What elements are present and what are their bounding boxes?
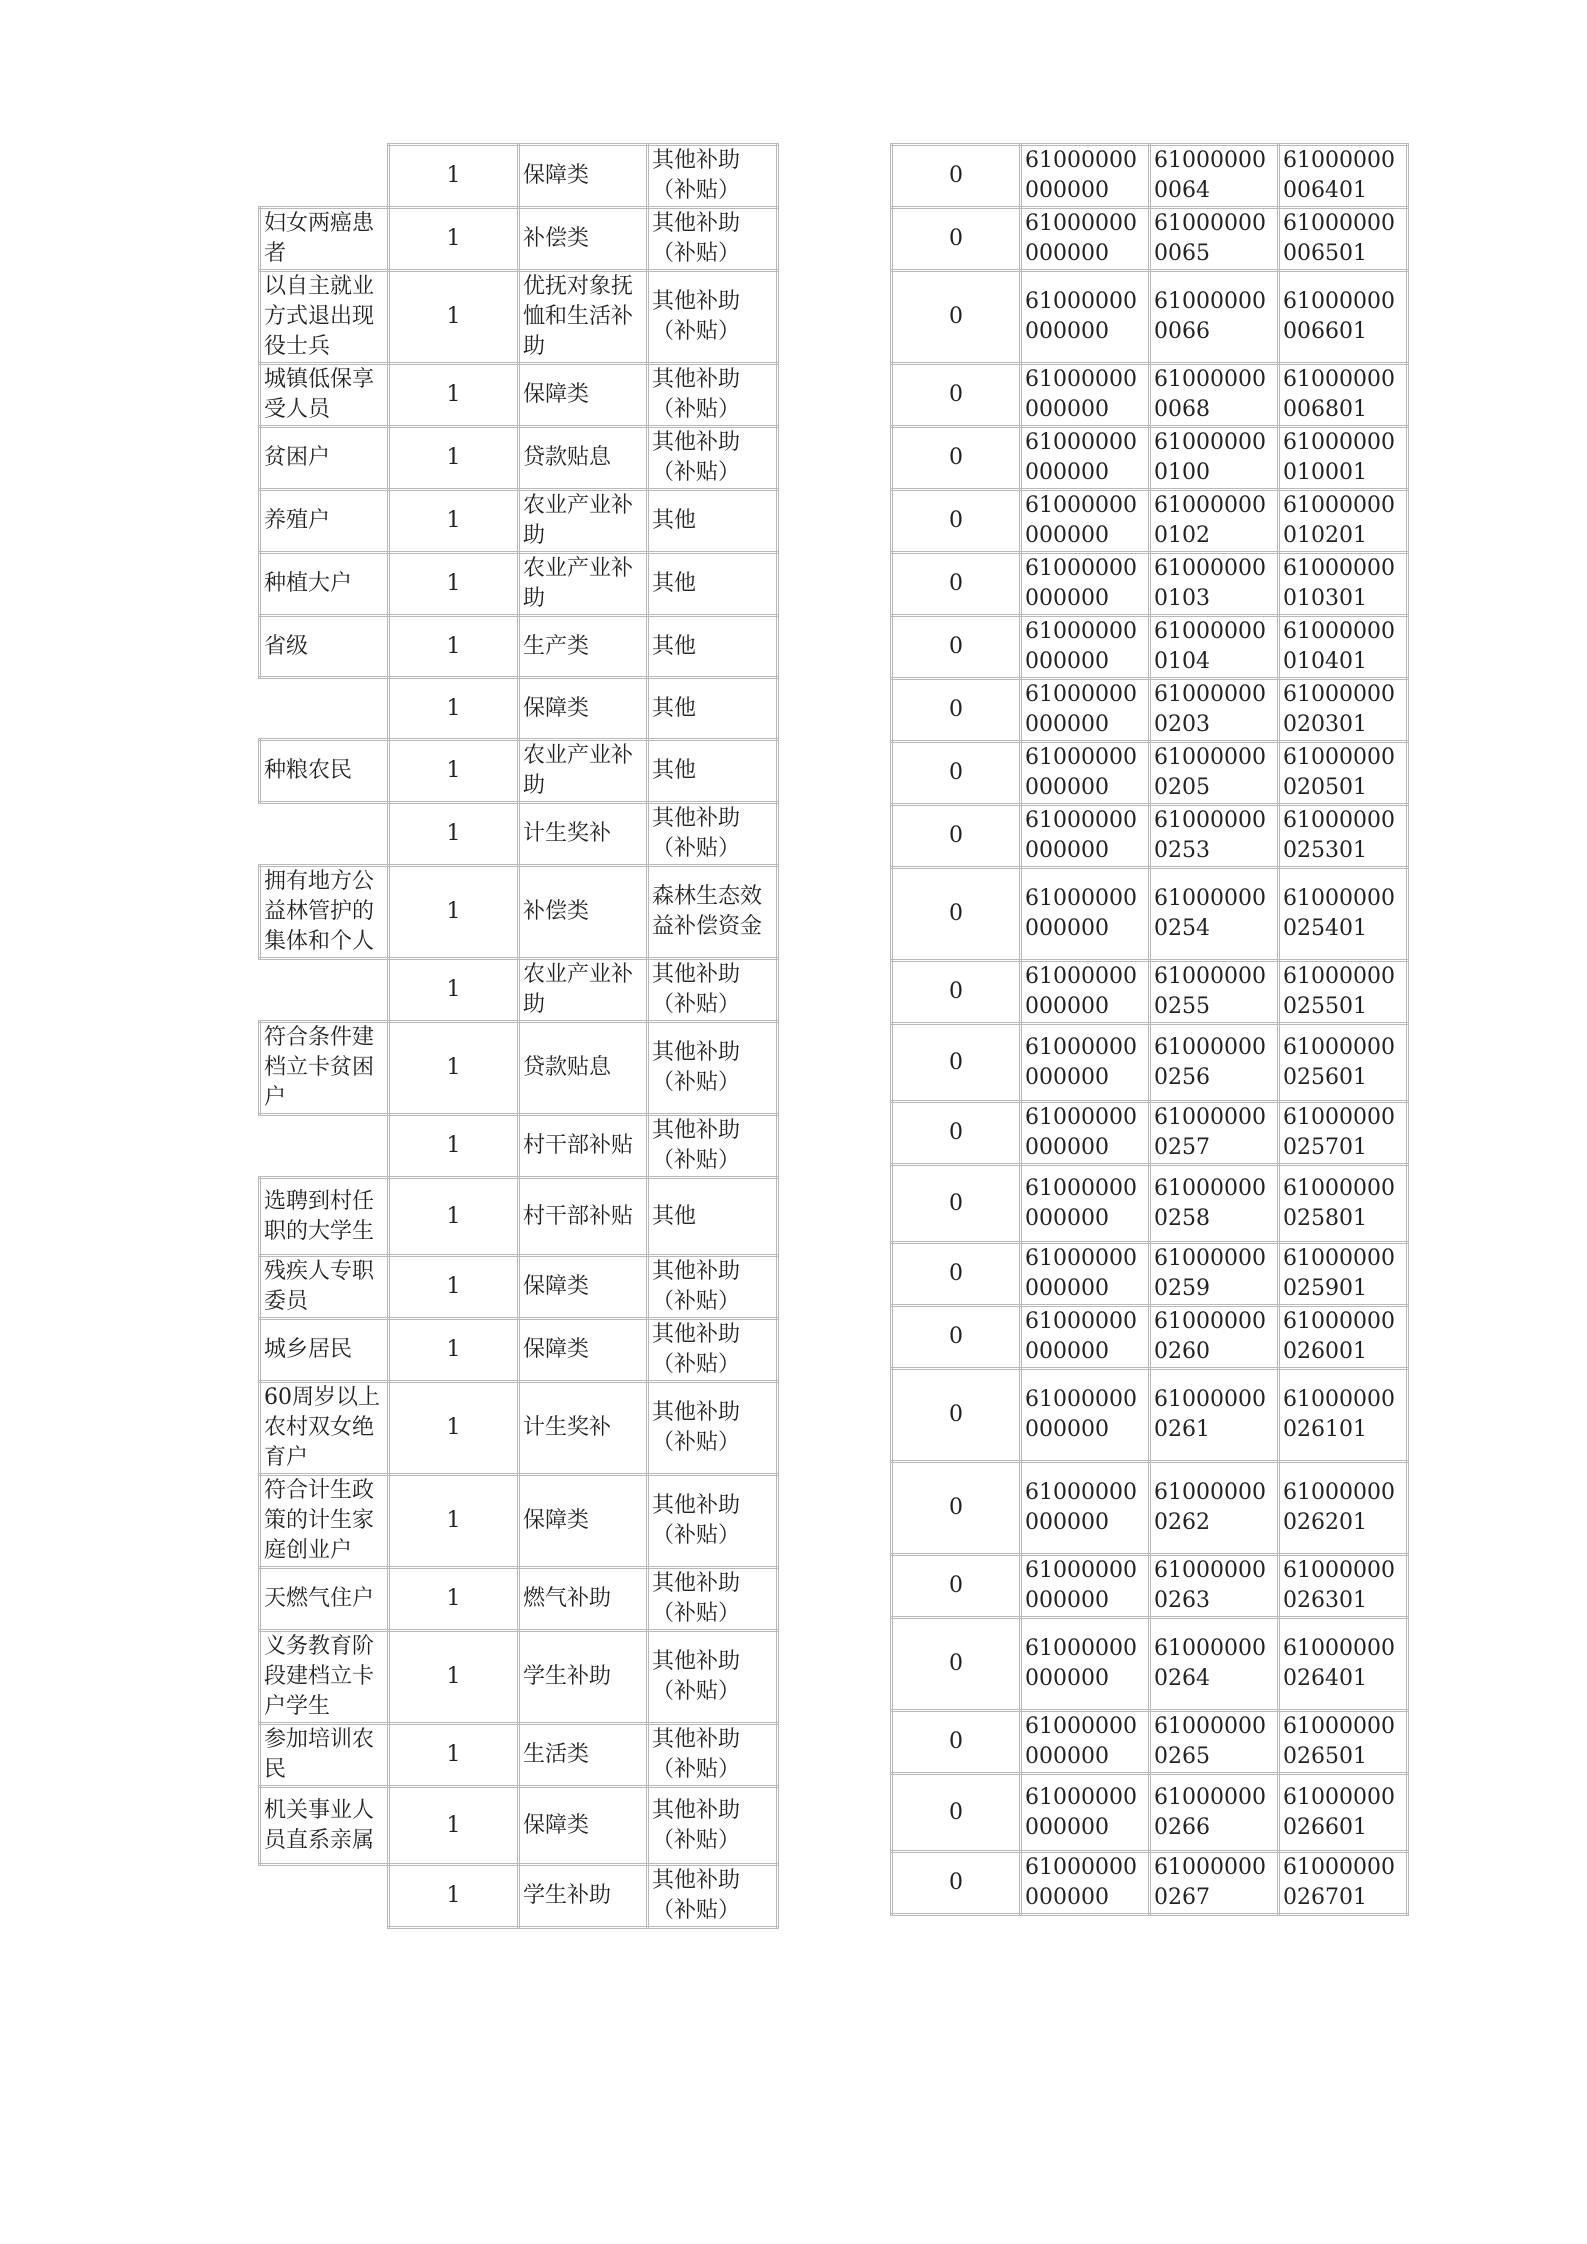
- code3-cell: 61000000006401: [1279, 145, 1408, 208]
- recipient-cell: 天燃气住户: [260, 1568, 389, 1631]
- recipient-cell: 60周岁以上农村双女绝育户: [260, 1382, 389, 1475]
- flag-cell: 0: [892, 1306, 1021, 1369]
- right-table-row: [892, 1618, 1408, 1711]
- subsidy-type-cell: 森林生态效益补偿资金: [648, 866, 778, 959]
- subsidy-type-cell: 其他: [648, 740, 778, 803]
- right-table-row: [892, 616, 1408, 679]
- left-table-row: [260, 1631, 778, 1724]
- count-cell: 1: [389, 866, 519, 959]
- recipient-cell: 符合条件建档立卡贫困户: [260, 1022, 389, 1115]
- subsidy-type-cell: 其他补助（补贴）: [648, 1568, 778, 1631]
- right-table-row: [892, 1165, 1408, 1243]
- code3-cell: 61000000025801: [1279, 1165, 1408, 1243]
- code2-cell: 610000000102: [1150, 490, 1279, 553]
- code3-cell: 61000000026001: [1279, 1306, 1408, 1369]
- subsidy-right-table: [890, 143, 1409, 1916]
- left-table-row: [260, 1115, 778, 1178]
- code2-cell: 610000000100: [1150, 427, 1279, 490]
- subsidy-type-cell: 其他补助（补贴）: [648, 1022, 778, 1115]
- count-cell: 1: [389, 145, 519, 208]
- recipient-cell: [260, 803, 389, 866]
- code1-cell: 61000000000000: [1021, 490, 1150, 553]
- code1-cell: 61000000000000: [1021, 1306, 1150, 1369]
- code1-cell: 61000000000000: [1021, 364, 1150, 427]
- code1-cell: 61000000000000: [1021, 1711, 1150, 1774]
- category-cell: 保障类: [519, 1319, 648, 1382]
- code1-cell: 61000000000000: [1021, 427, 1150, 490]
- right-table-row: [892, 1774, 1408, 1852]
- left-table-row: [260, 803, 778, 866]
- count-cell: 1: [389, 740, 519, 803]
- code1-cell: 61000000000000: [1021, 679, 1150, 742]
- flag-cell: 0: [892, 961, 1021, 1024]
- left-table-row: [260, 1178, 778, 1256]
- flag-cell: 0: [892, 805, 1021, 868]
- code3-cell: 61000000025301: [1279, 805, 1408, 868]
- code1-cell: 61000000000000: [1021, 271, 1150, 364]
- right-table-row: [892, 427, 1408, 490]
- right-table-row: [892, 1306, 1408, 1369]
- code1-cell: 61000000000000: [1021, 616, 1150, 679]
- left-table-row: [260, 490, 778, 553]
- count-cell: 1: [389, 616, 519, 678]
- left-table-row: [260, 364, 778, 427]
- category-cell: 生活类: [519, 1724, 648, 1787]
- right-table-row: [892, 1852, 1408, 1915]
- code2-cell: 610000000265: [1150, 1711, 1279, 1774]
- left-table-row: [260, 866, 778, 959]
- count-cell: 1: [389, 1022, 519, 1115]
- code1-cell: 61000000000000: [1021, 742, 1150, 805]
- left-table-row: [260, 1319, 778, 1382]
- subsidy-type-cell: 其他补助（补贴）: [648, 1724, 778, 1787]
- code3-cell: 61000000010201: [1279, 490, 1408, 553]
- code2-cell: 610000000104: [1150, 616, 1279, 679]
- code2-cell: 610000000256: [1150, 1024, 1279, 1102]
- flag-cell: 0: [892, 679, 1021, 742]
- code1-cell: 61000000000000: [1021, 1618, 1150, 1711]
- category-cell: 学生补助: [519, 1631, 648, 1724]
- code1-cell: 61000000000000: [1021, 1243, 1150, 1306]
- recipient-cell: 养殖户: [260, 490, 389, 553]
- code3-cell: 61000000025901: [1279, 1243, 1408, 1306]
- category-cell: 保障类: [519, 1256, 648, 1319]
- recipient-cell: [260, 1115, 389, 1178]
- category-cell: 农业产业补助: [519, 553, 648, 616]
- flag-cell: 0: [892, 490, 1021, 553]
- flag-cell: 0: [892, 1462, 1021, 1555]
- count-cell: 1: [389, 490, 519, 553]
- recipient-cell: 义务教育阶段建档立卡户学生: [260, 1631, 389, 1724]
- right-table-row: [892, 364, 1408, 427]
- category-cell: 燃气补助: [519, 1568, 648, 1631]
- code1-cell: 61000000000000: [1021, 553, 1150, 616]
- count-cell: 1: [389, 1865, 519, 1928]
- code3-cell: 61000000026601: [1279, 1774, 1408, 1852]
- subsidy-type-cell: 其他补助（补贴）: [648, 208, 778, 271]
- code1-cell: 61000000000000: [1021, 1462, 1150, 1555]
- subsidy-type-cell: 其他补助（补贴）: [648, 1631, 778, 1724]
- right-table-row: [892, 271, 1408, 364]
- code1-cell: 61000000000000: [1021, 208, 1150, 271]
- count-cell: 1: [389, 1319, 519, 1382]
- code3-cell: 61000000010401: [1279, 616, 1408, 679]
- flag-cell: 0: [892, 1852, 1021, 1915]
- flag-cell: 0: [892, 145, 1021, 208]
- code3-cell: 61000000025601: [1279, 1024, 1408, 1102]
- code3-cell: 61000000026101: [1279, 1369, 1408, 1462]
- subsidy-type-cell: 其他补助（补贴）: [648, 1115, 778, 1178]
- flag-cell: 0: [892, 1774, 1021, 1852]
- left-table-row: [260, 553, 778, 616]
- recipient-cell: 参加培训农民: [260, 1724, 389, 1787]
- code2-cell: 610000000253: [1150, 805, 1279, 868]
- left-table-row: [260, 1724, 778, 1787]
- category-cell: 保障类: [519, 678, 648, 740]
- code1-cell: 61000000000000: [1021, 145, 1150, 208]
- right-table-row: [892, 1555, 1408, 1618]
- code1-cell: 61000000000000: [1021, 1555, 1150, 1618]
- count-cell: 1: [389, 1382, 519, 1475]
- flag-cell: 0: [892, 1243, 1021, 1306]
- right-table-row: [892, 1243, 1408, 1306]
- subsidy-type-cell: 其他补助（补贴）: [648, 1319, 778, 1382]
- count-cell: 1: [389, 803, 519, 866]
- left-table-row: [260, 616, 778, 678]
- recipient-cell: 选聘到村任职的大学生: [260, 1178, 389, 1256]
- code1-cell: 61000000000000: [1021, 1102, 1150, 1165]
- code3-cell: 61000000026501: [1279, 1711, 1408, 1774]
- subsidy-type-cell: 其他: [648, 678, 778, 740]
- right-table-row: [892, 208, 1408, 271]
- left-table-row: [260, 427, 778, 490]
- code3-cell: 61000000026201: [1279, 1462, 1408, 1555]
- left-table-row: [260, 1787, 778, 1865]
- right-table-row: [892, 1024, 1408, 1102]
- category-cell: 计生奖补: [519, 1382, 648, 1475]
- code2-cell: 610000000263: [1150, 1555, 1279, 1618]
- category-cell: 生产类: [519, 616, 648, 678]
- category-cell: 贷款贴息: [519, 1022, 648, 1115]
- right-table-row: [892, 1369, 1408, 1462]
- recipient-cell: [260, 678, 389, 740]
- category-cell: 村干部补贴: [519, 1178, 648, 1256]
- code2-cell: 610000000266: [1150, 1774, 1279, 1852]
- code3-cell: 61000000020301: [1279, 679, 1408, 742]
- right-table-row: [892, 1102, 1408, 1165]
- left-table-row: [260, 678, 778, 740]
- flag-cell: 0: [892, 1369, 1021, 1462]
- subsidy-type-cell: 其他补助（补贴）: [648, 1475, 778, 1568]
- right-table-row: [892, 1462, 1408, 1555]
- count-cell: 1: [389, 1631, 519, 1724]
- right-table-row: [892, 145, 1408, 208]
- subsidy-type-cell: 其他补助（补贴）: [648, 145, 778, 208]
- count-cell: 1: [389, 208, 519, 271]
- code1-cell: 61000000000000: [1021, 1024, 1150, 1102]
- code2-cell: 610000000068: [1150, 364, 1279, 427]
- category-cell: 补偿类: [519, 208, 648, 271]
- code2-cell: 610000000257: [1150, 1102, 1279, 1165]
- left-table-row: [260, 1475, 778, 1568]
- code2-cell: 610000000259: [1150, 1243, 1279, 1306]
- category-cell: 贷款贴息: [519, 427, 648, 490]
- left-table-row: [260, 1568, 778, 1631]
- right-table-row: [892, 553, 1408, 616]
- recipient-cell: 拥有地方公益林管护的集体和个人: [260, 866, 389, 959]
- recipient-cell: 残疾人专职委员: [260, 1256, 389, 1319]
- category-cell: 保障类: [519, 364, 648, 427]
- code1-cell: 61000000000000: [1021, 868, 1150, 961]
- code3-cell: 61000000026301: [1279, 1555, 1408, 1618]
- recipient-cell: 种粮农民: [260, 740, 389, 803]
- left-table-row: [260, 271, 778, 364]
- count-cell: 1: [389, 1724, 519, 1787]
- recipient-cell: 机关事业人员直系亲属: [260, 1787, 389, 1865]
- code3-cell: 61000000006801: [1279, 364, 1408, 427]
- category-cell: 农业产业补助: [519, 740, 648, 803]
- flag-cell: 0: [892, 1024, 1021, 1102]
- left-table-row: [260, 1022, 778, 1115]
- left-table-row: [260, 959, 778, 1022]
- code1-cell: 61000000000000: [1021, 805, 1150, 868]
- flag-cell: 0: [892, 1711, 1021, 1774]
- count-cell: 1: [389, 1115, 519, 1178]
- flag-cell: 0: [892, 364, 1021, 427]
- code2-cell: 610000000066: [1150, 271, 1279, 364]
- left-table-row: [260, 145, 778, 208]
- subsidy-type-cell: 其他: [648, 553, 778, 616]
- flag-cell: 0: [892, 1102, 1021, 1165]
- code2-cell: 610000000255: [1150, 961, 1279, 1024]
- right-table-row: [892, 961, 1408, 1024]
- code3-cell: 61000000006601: [1279, 271, 1408, 364]
- right-table-row: [892, 490, 1408, 553]
- code2-cell: 610000000267: [1150, 1852, 1279, 1915]
- subsidy-type-cell: 其他补助（补贴）: [648, 1865, 778, 1928]
- subsidy-type-cell: 其他: [648, 490, 778, 553]
- right-table-row: [892, 742, 1408, 805]
- code2-cell: 610000000205: [1150, 742, 1279, 805]
- code2-cell: 610000000262: [1150, 1462, 1279, 1555]
- subsidy-type-cell: 其他补助（补贴）: [648, 1382, 778, 1475]
- flag-cell: 0: [892, 271, 1021, 364]
- subsidy-type-cell: 其他补助（补贴）: [648, 364, 778, 427]
- subsidy-type-cell: 其他补助（补贴）: [648, 1787, 778, 1865]
- code3-cell: 61000000010301: [1279, 553, 1408, 616]
- code2-cell: 610000000260: [1150, 1306, 1279, 1369]
- flag-cell: 0: [892, 742, 1021, 805]
- subsidy-type-cell: 其他补助（补贴）: [648, 271, 778, 364]
- subsidy-type-cell: 其他补助（补贴）: [648, 803, 778, 866]
- recipient-cell: 种植大户: [260, 553, 389, 616]
- code3-cell: 61000000010001: [1279, 427, 1408, 490]
- category-cell: 补偿类: [519, 866, 648, 959]
- count-cell: 1: [389, 271, 519, 364]
- subsidy-type-cell: 其他补助（补贴）: [648, 959, 778, 1022]
- code1-cell: 61000000000000: [1021, 1369, 1150, 1462]
- category-cell: 保障类: [519, 1787, 648, 1865]
- code3-cell: 61000000020501: [1279, 742, 1408, 805]
- category-cell: 农业产业补助: [519, 959, 648, 1022]
- category-cell: 学生补助: [519, 1865, 648, 1928]
- subsidy-type-cell: 其他补助（补贴）: [648, 427, 778, 490]
- count-cell: 1: [389, 553, 519, 616]
- code2-cell: 610000000203: [1150, 679, 1279, 742]
- category-cell: 保障类: [519, 145, 648, 208]
- count-cell: 1: [389, 427, 519, 490]
- recipient-cell: 贫困户: [260, 427, 389, 490]
- code3-cell: 61000000025701: [1279, 1102, 1408, 1165]
- left-table-row: [260, 208, 778, 271]
- flag-cell: 0: [892, 208, 1021, 271]
- count-cell: 1: [389, 1568, 519, 1631]
- recipient-cell: 妇女两癌患者: [260, 208, 389, 271]
- code2-cell: 610000000064: [1150, 145, 1279, 208]
- code3-cell: 61000000006501: [1279, 208, 1408, 271]
- right-table-row: [892, 679, 1408, 742]
- code3-cell: 61000000026701: [1279, 1852, 1408, 1915]
- subsidy-left-table: [258, 143, 779, 1929]
- count-cell: 1: [389, 1256, 519, 1319]
- flag-cell: 0: [892, 1555, 1021, 1618]
- count-cell: 1: [389, 959, 519, 1022]
- count-cell: 1: [389, 678, 519, 740]
- subsidy-right-table-body: [892, 145, 1408, 1915]
- code2-cell: 610000000065: [1150, 208, 1279, 271]
- flag-cell: 0: [892, 1618, 1021, 1711]
- code2-cell: 610000000254: [1150, 868, 1279, 961]
- left-table-row: [260, 740, 778, 803]
- code1-cell: 61000000000000: [1021, 1852, 1150, 1915]
- left-table-row: [260, 1382, 778, 1475]
- flag-cell: 0: [892, 427, 1021, 490]
- flag-cell: 0: [892, 1165, 1021, 1243]
- count-cell: 1: [389, 364, 519, 427]
- recipient-cell: [260, 1865, 389, 1928]
- recipient-cell: 省级: [260, 616, 389, 678]
- category-cell: 计生奖补: [519, 803, 648, 866]
- subsidy-type-cell: 其他补助（补贴）: [648, 1256, 778, 1319]
- count-cell: 1: [389, 1178, 519, 1256]
- flag-cell: 0: [892, 616, 1021, 679]
- count-cell: 1: [389, 1787, 519, 1865]
- right-table-row: [892, 1711, 1408, 1774]
- recipient-cell: 符合计生政策的计生家庭创业户: [260, 1475, 389, 1568]
- right-table-row: [892, 805, 1408, 868]
- code3-cell: 61000000025401: [1279, 868, 1408, 961]
- recipient-cell: [260, 959, 389, 1022]
- code1-cell: 61000000000000: [1021, 961, 1150, 1024]
- left-table-row: [260, 1865, 778, 1928]
- category-cell: 村干部补贴: [519, 1115, 648, 1178]
- left-table-row: [260, 1256, 778, 1319]
- code2-cell: 610000000258: [1150, 1165, 1279, 1243]
- flag-cell: 0: [892, 553, 1021, 616]
- subsidy-type-cell: 其他: [648, 616, 778, 678]
- category-cell: 保障类: [519, 1475, 648, 1568]
- code3-cell: 61000000025501: [1279, 961, 1408, 1024]
- code2-cell: 610000000264: [1150, 1618, 1279, 1711]
- category-cell: 优抚对象抚恤和生活补助: [519, 271, 648, 364]
- recipient-cell: 城乡居民: [260, 1319, 389, 1382]
- flag-cell: 0: [892, 868, 1021, 961]
- code2-cell: 610000000261: [1150, 1369, 1279, 1462]
- right-table-row: [892, 868, 1408, 961]
- recipient-cell: 以自主就业方式退出现役士兵: [260, 271, 389, 364]
- subsidy-left-table-body: [260, 145, 778, 1928]
- recipient-cell: [260, 145, 389, 208]
- code1-cell: 61000000000000: [1021, 1165, 1150, 1243]
- category-cell: 农业产业补助: [519, 490, 648, 553]
- code1-cell: 61000000000000: [1021, 1774, 1150, 1852]
- recipient-cell: 城镇低保享受人员: [260, 364, 389, 427]
- code2-cell: 610000000103: [1150, 553, 1279, 616]
- code3-cell: 61000000026401: [1279, 1618, 1408, 1711]
- count-cell: 1: [389, 1475, 519, 1568]
- subsidy-type-cell: 其他: [648, 1178, 778, 1256]
